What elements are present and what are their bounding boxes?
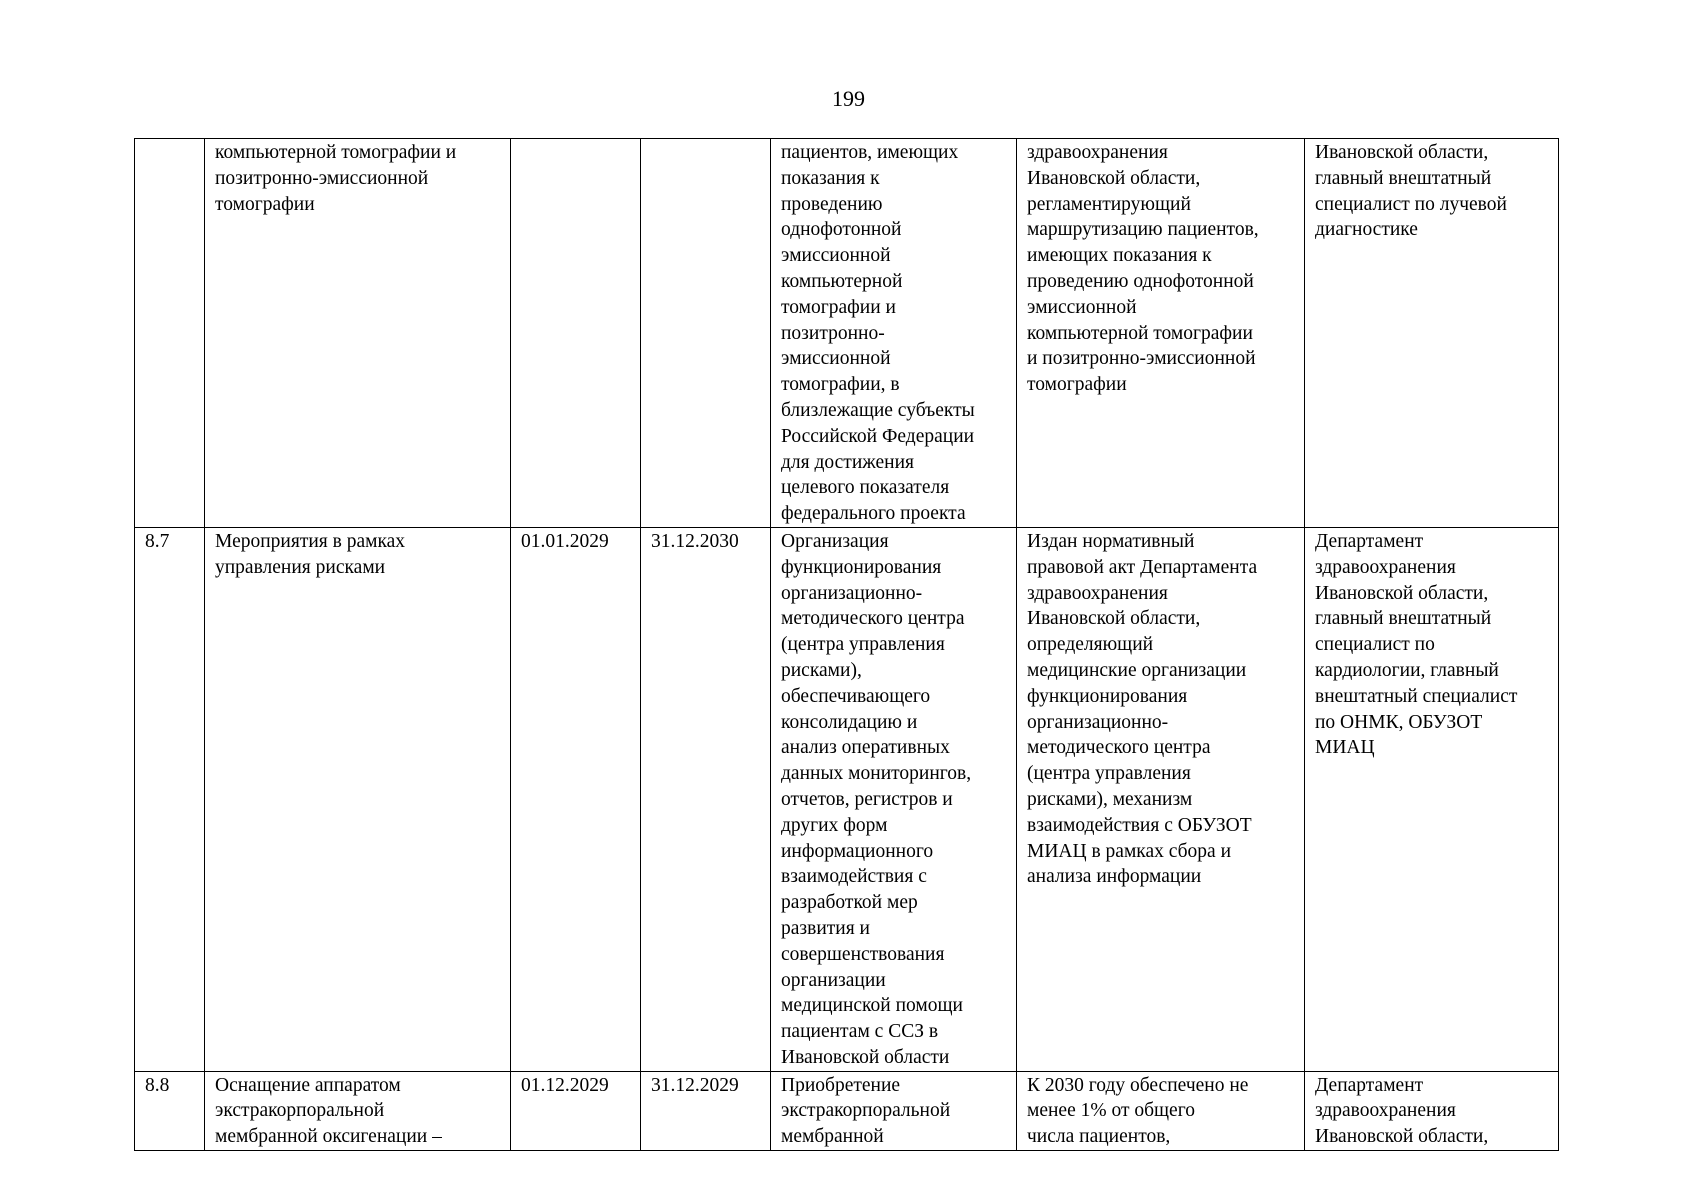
cell-line: К 2030 году обеспечено не bbox=[1027, 1074, 1249, 1096]
cell-line: мембранной оксигенации – bbox=[215, 1126, 442, 1148]
cell-line: экстракорпоральной bbox=[781, 1100, 951, 1122]
cell-line: кардиологии, главный bbox=[1315, 659, 1499, 681]
cell-line: показания к bbox=[781, 167, 880, 189]
activity-name-cell bbox=[205, 139, 511, 528]
cell-line: экстракорпоральной bbox=[215, 1100, 385, 1122]
start-date-cell bbox=[511, 139, 641, 528]
cell-line: обеспечивающего bbox=[781, 685, 931, 707]
cell-line: эмиссионной bbox=[781, 348, 891, 370]
cell-line: томографии, в bbox=[781, 374, 900, 396]
cell-line: томографии и bbox=[781, 296, 896, 318]
cell-line: однофотонной bbox=[781, 219, 902, 241]
plan-table bbox=[134, 138, 1559, 1151]
cell-line: мембранной bbox=[781, 1126, 884, 1148]
cell-line: Ивановской области bbox=[781, 1046, 950, 1068]
table-row bbox=[135, 1071, 1559, 1150]
cell-line: методического центра bbox=[781, 608, 965, 630]
cell-line: компьютерной bbox=[781, 270, 903, 292]
cell-line: других форм bbox=[781, 814, 888, 836]
cell-line: целевого показателя bbox=[781, 477, 950, 499]
cell-line: позитронно-эмиссионной bbox=[215, 167, 429, 189]
cell-line: взаимодействия с bbox=[781, 866, 927, 888]
cell-line: и позитронно-эмиссионной bbox=[1027, 348, 1256, 370]
cell-line: МИАЦ в рамках сбора и bbox=[1027, 840, 1232, 862]
cell-line: томографии bbox=[215, 193, 315, 215]
cell-line: (центра управления bbox=[1027, 763, 1191, 785]
item-number-cell: 8.7 bbox=[135, 527, 205, 1071]
item-number-cell bbox=[135, 139, 205, 528]
cell-line: Приобретение bbox=[781, 1074, 901, 1096]
end-date-cell: 31.12.2029 bbox=[641, 1071, 771, 1150]
cell-line: организации bbox=[781, 969, 886, 991]
cell-line: данных мониторингов, bbox=[781, 763, 972, 785]
cell-line: определяющий bbox=[1027, 634, 1154, 656]
description-cell bbox=[771, 1071, 1017, 1150]
cell-line: компьютерной томографии bbox=[1027, 322, 1253, 344]
cell-line: управления рисками bbox=[215, 556, 386, 578]
cell-line: для достижения bbox=[781, 451, 914, 473]
cell-line: Оснащение аппаратом bbox=[215, 1074, 401, 1096]
cell-line: отчетов, регистров и bbox=[781, 788, 953, 810]
description-cell bbox=[771, 527, 1017, 1071]
result-cell bbox=[1017, 1071, 1305, 1150]
end-date-cell: 31.12.2030 bbox=[641, 527, 771, 1071]
cell-line: медицинской помощи bbox=[781, 995, 963, 1017]
responsible-cell bbox=[1305, 527, 1559, 1071]
result-cell bbox=[1017, 527, 1305, 1071]
cell-line: Издан нормативный bbox=[1027, 530, 1195, 552]
cell-line: пациентам с ССЗ в bbox=[781, 1021, 939, 1043]
cell-line: менее 1% от общего bbox=[1027, 1100, 1195, 1122]
cell-line: Департамент bbox=[1315, 1074, 1424, 1096]
cell-line: Ивановской области, bbox=[1027, 167, 1201, 189]
cell-line: компьютерной томографии и bbox=[215, 142, 457, 163]
cell-line: маршрутизацию пациентов, bbox=[1027, 219, 1259, 241]
cell-line: развития и bbox=[781, 917, 870, 939]
cell-line: Российской Федерации bbox=[781, 425, 975, 447]
cell-line: совершенствования bbox=[781, 943, 945, 965]
cell-line: близлежащие субъекты bbox=[781, 399, 975, 421]
cell-line: Мероприятия в рамках bbox=[215, 530, 406, 552]
cell-line: специалист по bbox=[1315, 634, 1435, 656]
item-number-cell: 8.8 bbox=[135, 1071, 205, 1150]
cell-line: пациентов, имеющих bbox=[781, 142, 959, 163]
table-row bbox=[135, 527, 1559, 1071]
activity-name-cell bbox=[205, 527, 511, 1071]
cell-line: организационно- bbox=[1027, 711, 1169, 733]
cell-line: функционирования bbox=[1027, 685, 1188, 707]
description-cell bbox=[771, 139, 1017, 528]
cell-line: разработкой мер bbox=[781, 892, 918, 914]
cell-line: Ивановской области, bbox=[1315, 142, 1489, 163]
cell-line: здравоохранения bbox=[1027, 582, 1168, 604]
cell-line: Департамент bbox=[1315, 530, 1424, 552]
page-number: 199 bbox=[832, 86, 865, 111]
cell-line: главный внештатный bbox=[1315, 167, 1492, 189]
cell-line: здравоохранения bbox=[1315, 1100, 1456, 1122]
cell-line: анализа информации bbox=[1027, 866, 1202, 888]
cell-line: здравоохранения bbox=[1315, 556, 1456, 578]
result-cell bbox=[1017, 139, 1305, 528]
cell-line: диагностике bbox=[1315, 219, 1418, 241]
responsible-cell bbox=[1305, 139, 1559, 528]
cell-line: Организация bbox=[781, 530, 889, 552]
cell-line: информационного bbox=[781, 840, 934, 862]
cell-line: эмиссионной bbox=[1027, 296, 1137, 318]
cell-line: здравоохранения bbox=[1027, 142, 1168, 163]
cell-line: (центра управления bbox=[781, 634, 945, 656]
cell-line: функционирования bbox=[781, 556, 942, 578]
cell-line: внештатный специалист bbox=[1315, 685, 1518, 707]
cell-line: консолидацию и bbox=[781, 711, 918, 733]
end-date-cell bbox=[641, 139, 771, 528]
cell-line: МИАЦ bbox=[1315, 737, 1375, 759]
cell-line: Ивановской области, bbox=[1027, 608, 1201, 630]
cell-line: проведению bbox=[781, 193, 883, 215]
cell-line: проведению однофотонной bbox=[1027, 270, 1254, 292]
start-date-cell: 01.12.2029 bbox=[511, 1071, 641, 1150]
cell-line: взаимодействия с ОБУЗОТ bbox=[1027, 814, 1252, 836]
cell-line: федерального проекта bbox=[781, 503, 966, 525]
cell-line: правовой акт Департамента bbox=[1027, 556, 1258, 578]
table-row bbox=[135, 139, 1559, 528]
cell-line: Ивановской области, bbox=[1315, 1126, 1489, 1148]
cell-line: имеющих показания к bbox=[1027, 245, 1212, 267]
cell-line: эмиссионной bbox=[781, 245, 891, 267]
cell-line: рисками), механизм bbox=[1027, 788, 1193, 810]
cell-line: медицинские организации bbox=[1027, 659, 1247, 681]
cell-line: рисками), bbox=[781, 659, 862, 681]
cell-line: анализ оперативных bbox=[781, 737, 950, 759]
cell-line: томографии bbox=[1027, 374, 1127, 396]
responsible-cell bbox=[1305, 1071, 1559, 1150]
cell-line: организационно- bbox=[781, 582, 923, 604]
cell-line: позитронно- bbox=[781, 322, 885, 344]
cell-line: главный внештатный bbox=[1315, 608, 1492, 630]
activity-name-cell bbox=[205, 1071, 511, 1150]
cell-line: методического центра bbox=[1027, 737, 1211, 759]
cell-line: числа пациентов, bbox=[1027, 1126, 1171, 1148]
cell-line: регламентирующий bbox=[1027, 193, 1191, 215]
start-date-cell: 01.01.2029 bbox=[511, 527, 641, 1071]
cell-line: Ивановской области, bbox=[1315, 582, 1489, 604]
cell-line: специалист по лучевой bbox=[1315, 193, 1507, 215]
cell-line: по ОНМК, ОБУЗОТ bbox=[1315, 711, 1483, 733]
